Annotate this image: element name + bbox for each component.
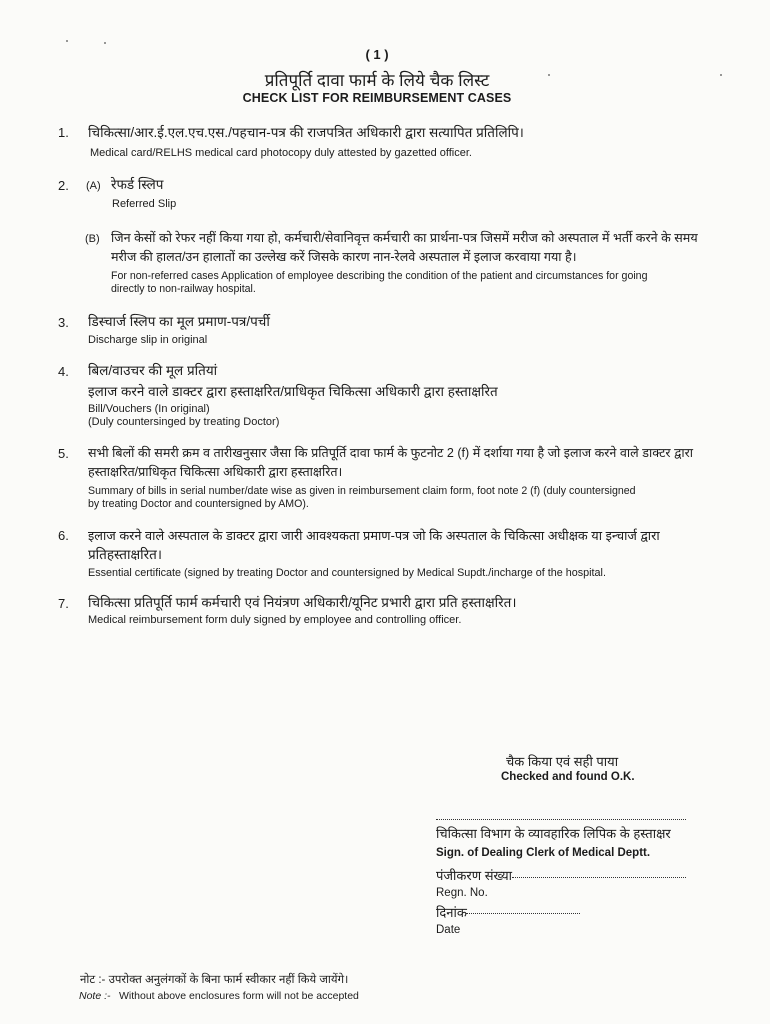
- item-number: 6.: [58, 528, 69, 543]
- item-number: 2.: [58, 178, 69, 193]
- scan-speck: [104, 42, 106, 44]
- item-text-hindi: इलाज करने वाले डाक्टर द्वारा हस्ताक्षरित/प्राधिकृत चिकित्सा अधिकारी द्वारा हस्ताक्षरित: [88, 384, 498, 399]
- sub-item-text-hindi: मरीज की हालत/उन हालातों का उल्लेख करें जिसके कारण नान-रेलवे अस्पताल में इलाज करवाया गया है।: [111, 250, 577, 264]
- item-text-english: Medical reimbursement form duly signed by employee and controlling officer.: [88, 614, 462, 626]
- item-text-english: Medical card/RELHS medical card photocopy duly attested by gazetted officer.: [90, 147, 472, 159]
- sub-item-text-hindi: जिन केसों को रेफर नहीं किया गया हो, कर्मचारी/सेवानिवृत्त कर्मचारी का प्रार्थना-पत्र जिसमें मरीज को अस्पताल में भर्ती करने के समय: [111, 231, 698, 245]
- regn-field-line: [512, 877, 686, 878]
- sub-item-text-english: directly to non-railway hospital.: [111, 283, 256, 295]
- note-label: Note :-: [79, 990, 111, 1002]
- note-text-hindi: नोट :- उपरोक्त अनुलंगकों के बिना फार्म स्वीकार नहीं किये जायेंगे।: [80, 974, 349, 986]
- item-text-hindi: बिल/वाउचर की मूल प्रतियां: [88, 363, 218, 378]
- clerk-sign-label-hindi: चिकित्सा विभाग के व्यावहारिक लिपिक के हस्ताक्षर: [436, 826, 671, 841]
- item-text-hindi: इलाज करने वाले अस्पताल के डाक्टर द्वारा जारी आवश्यकता प्रमाण-पत्र जो कि अस्पताल के चिकित्सा अधीक्षक या इन्चार्ज द्वारा: [88, 528, 660, 543]
- scan-speck: [66, 40, 68, 42]
- item-text-english: Essential certificate (signed by treating Doctor and countersigned by Medical Supdt./incharge of the hospital.: [88, 567, 606, 579]
- date-label: Date: [436, 924, 461, 936]
- checked-label: Checked and found O.K.: [501, 771, 635, 783]
- sub-item-label: (B): [85, 233, 100, 245]
- item-number: 7.: [58, 596, 69, 611]
- item-text-hindi: हस्ताक्षरित/प्राधिकृत चिकित्सा अधिकारी द्वारा हस्ताक्षरित।: [88, 465, 343, 479]
- item-text-english: (Duly countersinged by treating Doctor): [88, 416, 280, 428]
- item-text-hindi: चिकित्सा प्रतिपूर्ति फार्म कर्मचारी एवं नियंत्रण अधिकारी/यूनिट प्रभारी द्वारा प्रति हस्ताक्षरित।: [88, 595, 517, 610]
- item-text-hindi: प्रतिहस्ताक्षरित।: [88, 547, 162, 562]
- item-number: 4.: [58, 364, 69, 379]
- signature-line: [436, 819, 686, 820]
- item-text-english: Bill/Vouchers (In original): [88, 403, 210, 415]
- regn-label: Regn. No.: [436, 887, 488, 899]
- checked-label-hindi: चैक किया एवं सही पाया: [506, 754, 619, 769]
- item-text-english: by treating Doctor and countersigned by AMO).: [88, 498, 309, 510]
- item-text-english: Discharge slip in original: [88, 334, 208, 346]
- regn-label-hindi: पंजीकरण संख्या: [436, 868, 513, 883]
- item-number: 3.: [58, 315, 69, 330]
- item-text-hindi: सभी बिलों की समरी क्रम व तारीखनुसार जैसा कि प्रतिपूर्ति दावा फार्म के फुटनोट 2 (f) में दर्शाया गया है जो इलाज करने वाले डाक्टर द्वारा: [88, 446, 693, 460]
- item-text-english: Summary of bills in serial number/date wise as given in reimbursement claim form, foot note 2 (f) (duly countersigned: [88, 485, 636, 497]
- item-number: 1.: [58, 125, 69, 140]
- sub-item-text-english: Referred Slip: [112, 198, 177, 210]
- item-number: 5.: [58, 446, 69, 461]
- date-field-line: [466, 913, 580, 914]
- page-number: ( 1 ): [365, 47, 389, 62]
- page-title: CHECK LIST FOR REIMBURSEMENT CASES: [242, 91, 512, 105]
- sub-item-label: (A): [86, 180, 101, 192]
- clerk-sign-label: Sign. of Dealing Clerk of Medical Deptt.: [436, 847, 651, 859]
- sub-item-text-hindi: रेफर्ड स्लिप: [111, 177, 164, 192]
- item-text-hindi: चिकित्सा/आर.ई.एल.एच.एस./पहचान-पत्र की राजपत्रित अधिकारी द्वारा सत्यापित प्रतिलिपि।: [88, 125, 524, 140]
- date-label-hindi: दिनांक: [436, 905, 467, 920]
- page-title-hindi: प्रतिपूर्ति दावा फार्म के लिये चैक लिस्ट: [264, 71, 490, 90]
- sub-item-text-english: For non-referred cases Application of employee describing the condition of the patient and circumstances for going: [111, 270, 648, 282]
- note-text: Without above enclosures form will not be accepted: [119, 990, 359, 1002]
- item-text-hindi: डिस्चार्ज स्लिप का मूल प्रमाण-पत्र/पर्ची: [88, 314, 270, 329]
